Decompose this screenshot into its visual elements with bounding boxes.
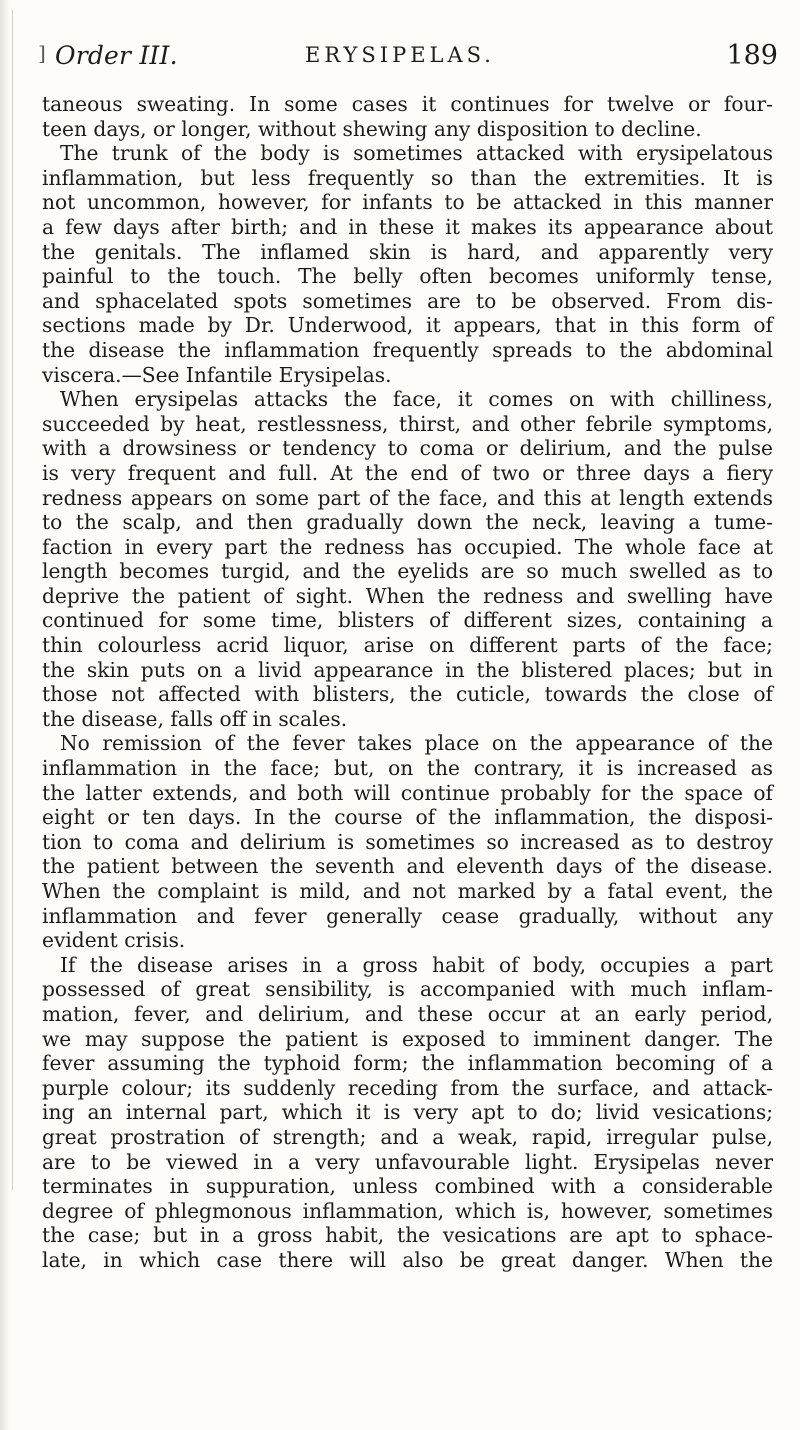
text-line: taneous sweating. In some cases it continues for twelve or four- [42, 92, 773, 116]
text-line: The trunk of the body is sometimes attacked with erysipelatous [60, 141, 773, 166]
text-line: a few days after birth; and in these it makes its appearance about [42, 214, 773, 239]
text-line: not uncommon, however, for infants to be attacked in this manner [42, 190, 773, 215]
text-line: continued for some time, blisters of different sizes, containing a [42, 608, 773, 633]
text-line: the genitals. The inflamed skin is hard, and apparently very [42, 239, 773, 264]
text-line: viscera.—See Infantile Erysipelas. [42, 362, 392, 387]
text-line: thin colourless acrid liquor, arise on different parts of the face; [42, 633, 773, 658]
header-bracket: ] [38, 41, 46, 65]
text-line: When the complaint is mild, and not marked by a fatal event, the [42, 879, 773, 903]
text-line: is very frequent and full. At the end of two or three days a fiery [42, 460, 773, 485]
text-line: the case; but in a gross habit, the vesications are apt to sphace- [42, 1223, 773, 1248]
text-line: the disease the inflammation frequently spreads to the abdominal [42, 337, 773, 362]
text-line: redness appears on some part of the face, and this at length extends [42, 485, 773, 510]
text-line: evident crisis. [42, 928, 186, 953]
text-line: When erysipelas attacks the face, it comes on with chilliness, [60, 387, 773, 412]
text-line: are to be viewed in a very unfavourable light. Erysipelas never [42, 1149, 773, 1174]
text-line: purple colour; its suddenly receding from the surface, and attack- [42, 1075, 773, 1100]
text-line: tion to coma and delirium is sometimes so increased as to destroy [42, 829, 773, 854]
text-line: fever assuming the typhoid form; the inflammation becoming of a [42, 1051, 773, 1076]
text-line: the skin puts on a livid appearance in the blistered places; but in [42, 657, 773, 682]
text-line: eight or ten days. In the course of the inflammation, the disposi- [42, 805, 773, 830]
body-text [42, 92, 773, 1273]
running-header [22, 38, 778, 78]
header-order-label: Order III. [55, 41, 178, 70]
text-line: ing an internal part, which it is very apt to do; livid vesications; [42, 1100, 773, 1125]
page-gutter-shadow [0, 0, 9, 1430]
text-line: possessed of great sensibility, is accompanied with much inflam- [42, 977, 773, 1002]
page-number: 189 [726, 40, 778, 71]
text-line: sections made by Dr. Underwood, it appears, that in this form of [42, 313, 773, 338]
text-line: succeeded by heat, restlessness, thirst, and other febrile symptoms, [42, 411, 773, 436]
text-line: inflammation, but less frequently so than the extremities. It is [42, 165, 773, 190]
text-line: length becomes turgid, and the eyelids are so much swelled as to [42, 559, 773, 584]
text-line: No remission of the fever takes place on the appearance of the [60, 731, 773, 756]
text-line: late, in which case there will also be great danger. When the [42, 1247, 773, 1272]
text-line: degree of phlegmonous inflammation, which is, however, sometimes [42, 1198, 773, 1223]
text-line: inflammation and fever generally cease gradually, without any [42, 903, 773, 928]
text-line: terminates in suppuration, unless combined with a considerable [42, 1174, 773, 1199]
text-line: painful to the touch. The belly often becomes uniformly tense, [42, 264, 773, 289]
text-line: great prostration of strength; and a weak, rapid, irregular pulse, [42, 1124, 773, 1149]
text-line: with a drowsiness or tendency to coma or delirium, and the pulse [42, 436, 773, 461]
text-line: the patient between the seventh and eleventh days of the disease. [42, 854, 773, 879]
text-line: to the scalp, and then gradually down the neck, leaving a tume- [42, 510, 773, 535]
text-line: the latter extends, and both will continue probably for the space of [42, 780, 773, 805]
text-line: the disease, falls off in scales. [42, 706, 348, 731]
text-line: and sphacelated spots sometimes are to be observed. From dis- [42, 288, 773, 313]
text-line: those not affected with blisters, the cuticle, towards the close of [42, 682, 773, 707]
header-title: ERYSIPELAS. [305, 43, 495, 67]
text-line: inflammation in the face; but, on the contrary, it is increased as [42, 756, 773, 781]
text-line: deprive the patient of sight. When the redness and swelling have [42, 583, 773, 608]
text-line: faction in every part the redness has occupied. The whole face at [42, 534, 773, 559]
binding-edge-line [12, 10, 13, 1190]
text-line: teen days, or longer, without shewing any disposition to decline. [42, 116, 702, 141]
text-line: If the disease arises in a gross habit of body, occupies a part [60, 952, 773, 977]
text-line: we may suppose the patient is exposed to imminent danger. The [42, 1026, 773, 1051]
text-line: mation, fever, and delirium, and these occur at an early period, [42, 1001, 773, 1026]
